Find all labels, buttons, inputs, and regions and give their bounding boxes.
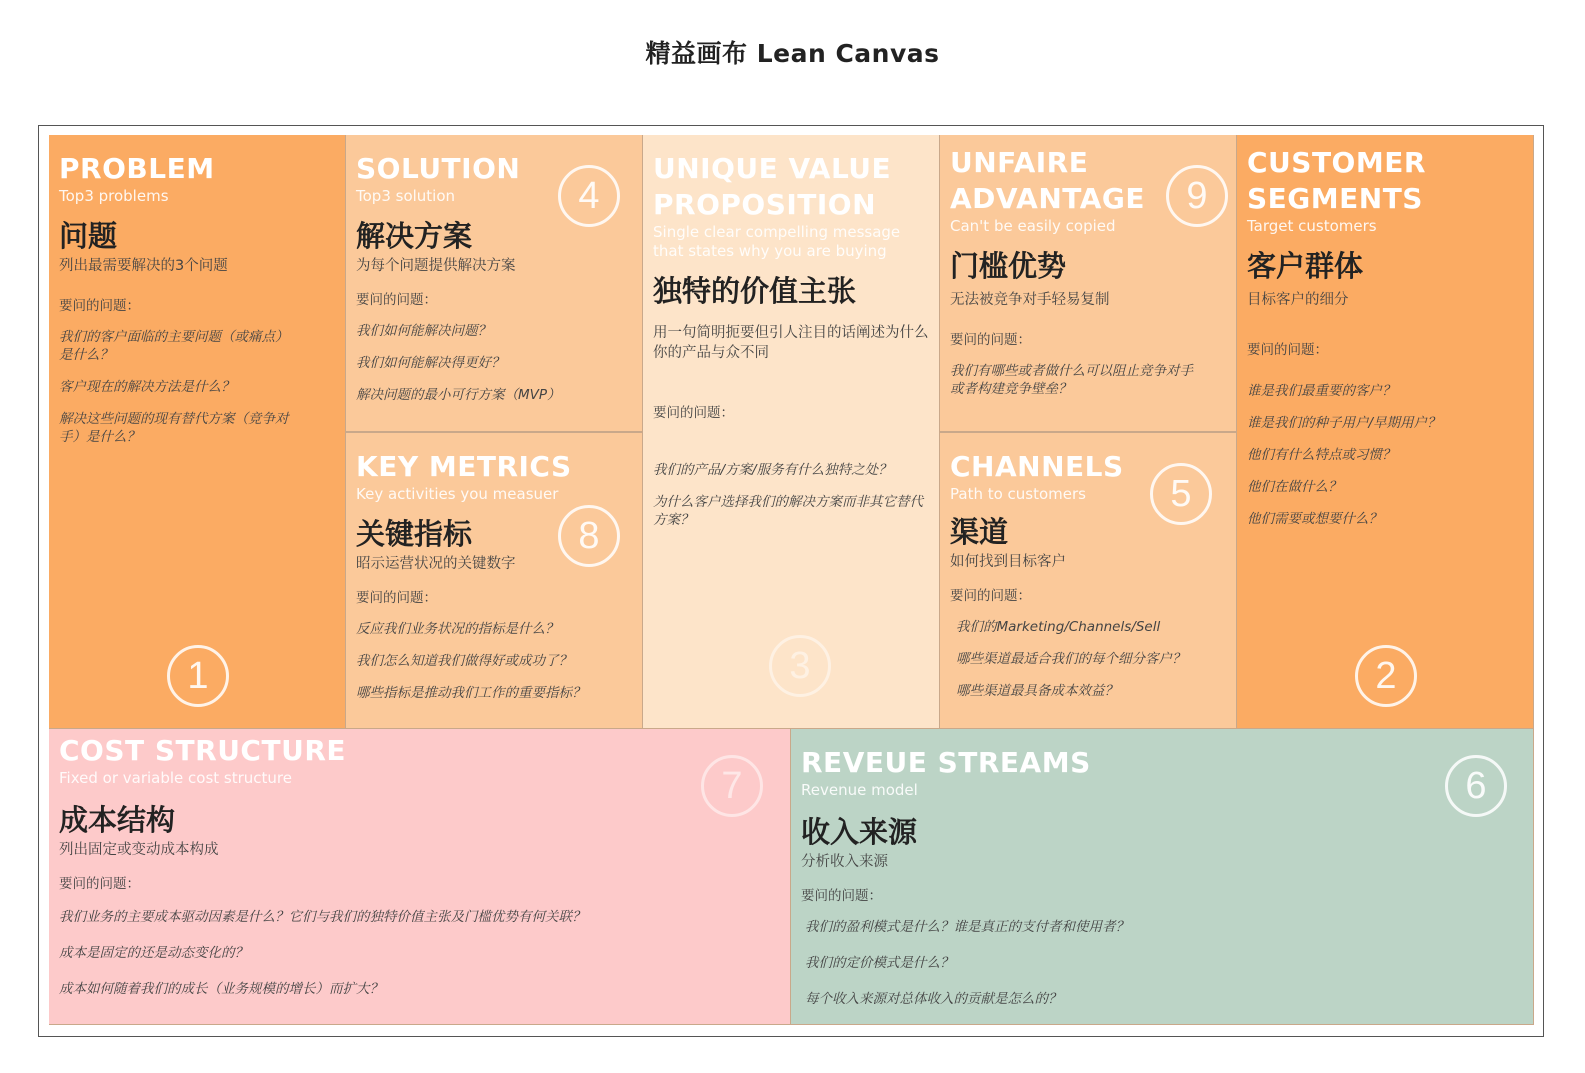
problem-number-badge: 1 [167,645,229,707]
cost-structure-title-en: COST STRUCTURE [59,734,346,767]
key-metrics-subtitle-cn: 昭示运营状况的关键数字 [356,556,516,572]
channels-question: 哪些渠道最具备成本效益？ [956,683,1118,699]
revenue-streams-question: 每个收入来源对总体收入的贡献是怎么的？ [805,991,1062,1007]
problem-subtitle-en: Top3 problems [59,187,169,205]
cost-structure-block [49,729,791,1025]
uvp-number-badge: 3 [769,635,831,697]
revenue-streams-subtitle-en: Revenue model [801,781,918,799]
channels-block [940,432,1237,729]
problem-question: 客户现在的解决方法是什么？ [59,379,235,395]
cost-structure-question: 我们业务的主要成本驱动因素是什么？它们与我们的独特价值主张及门槛优势有何关联？ [59,909,586,925]
problem-title-en: PROBLEM [59,152,215,185]
unfair-advantage-title-cn: 门槛优势 [950,249,1067,283]
uvp-title-cn: 独特的价值主张 [653,274,857,308]
channels-title-en: CHANNELS [950,450,1124,483]
key-metrics-subtitle-en: Key activities you measuer [356,485,559,503]
key-metrics-question: 我们怎么知道我们做得好或成功了？ [356,653,572,669]
uvp-question: 我们的产品/方案/服务有什么独特之处？ [653,462,892,478]
channels-subtitle-cn: 如何找到目标客户 [950,554,1066,570]
problem-question: 我们的客户面临的主要问题（或痛点）是什么？ [59,329,289,363]
cost-structure-question: 成本是固定的还是动态变化的？ [59,945,248,961]
solution-subtitle-en: Top3 solution [356,187,456,205]
customer-segments-question: 他们需要或想要什么？ [1247,511,1382,527]
unfair-advantage-ask-label: 要问的问题： [950,332,1031,348]
cost-structure-subtitle-cn: 列出固定或变动成本构成 [59,842,219,858]
channels-question: 哪些渠道最适合我们的每个细分客户？ [956,651,1186,667]
problem-block [49,135,346,729]
uvp-block [643,135,940,729]
solution-question: 我们如何能解决问题？ [356,323,491,339]
key-metrics-question: 哪些指标是推动我们工作的重要指标？ [356,685,586,701]
revenue-streams-question: 我们的盈利模式是什么？谁是真正的支付者和使用者？ [805,919,1129,935]
uvp-ask-label: 要问的问题： [653,405,734,421]
channels-question: 我们的Marketing/Channels/Sell [956,619,1161,635]
channels-title-cn: 渠道 [950,515,1009,549]
customer-segments-question: 谁是我们的种子用户/早期用户？ [1247,415,1441,431]
cost-structure-ask-label: 要问的问题： [59,876,140,892]
customer-segments-number-badge: 2 [1355,645,1417,707]
key-metrics-question: 反应我们业务状况的指标是什么？ [356,621,559,637]
channels-subtitle-en: Path to customers [950,485,1086,503]
customer-segments-question: 谁是我们最重要的客户？ [1247,383,1396,399]
customer-segments-question: 他们在做什么？ [1247,479,1342,495]
cost-structure-subtitle-en: Fixed or variable cost structure [59,769,292,787]
problem-subtitle-cn: 列出最需要解决的3个问题 [59,258,228,274]
customer-segments-subtitle-cn: 目标客户的细分 [1247,292,1349,308]
solution-question: 我们如何能解决得更好？ [356,355,505,371]
key-metrics-block [346,432,643,729]
page-title: 精益画布 Lean Canvas [645,39,940,68]
revenue-streams-number-badge: 6 [1445,755,1507,817]
revenue-streams-subtitle-cn: 分析收入来源 [801,854,888,870]
problem-question: 解决这些问题的现有替代方案（竞争对手）是什么？ [59,411,289,445]
customer-segments-subtitle-en: Target customers [1247,217,1377,235]
solution-title-cn: 解决方案 [356,219,473,253]
uvp-subtitle-en: Single clear compelling message that states why you are buying [653,223,901,260]
unfair-advantage-subtitle-cn: 无法被竞争对手轻易复制 [950,292,1110,308]
problem-ask-label: 要问的问题： [59,298,140,314]
channels-number-badge: 5 [1150,463,1212,525]
solution-question: 解决问题的最小可行方案（MVP） [356,387,561,403]
problem-title-cn: 问题 [59,219,118,253]
cost-structure-number-badge: 7 [701,755,763,817]
cost-structure-title-cn: 成本结构 [59,803,176,837]
key-metrics-title-en: KEY METRICS [356,450,572,483]
revenue-streams-block [791,729,1534,1025]
cost-structure-question: 成本如何随着我们的成长（业务规模的增长）而扩大？ [59,981,383,997]
revenue-streams-title-en: REVEUE STREAMS [801,746,1091,779]
revenue-streams-title-cn: 收入来源 [801,815,918,849]
key-metrics-title-cn: 关键指标 [356,517,473,551]
unfair-advantage-subtitle-en: Can't be easily copied [950,217,1116,235]
customer-segments-ask-label: 要问的问题： [1247,342,1328,358]
solution-number-badge: 4 [558,165,620,227]
unfair-advantage-number-badge: 9 [1166,165,1228,227]
key-metrics-number-badge: 8 [558,505,620,567]
key-metrics-ask-label: 要问的问题： [356,590,437,606]
revenue-streams-question: 我们的定价模式是什么？ [805,955,954,971]
solution-block [346,135,643,432]
solution-subtitle-cn: 为每个问题提供解决方案 [356,258,516,274]
solution-title-en: SOLUTION [356,152,521,185]
customer-segments-question: 他们有什么特点或习惯？ [1247,447,1396,463]
channels-ask-label: 要问的问题： [950,588,1031,604]
customer-segments-title-cn: 客户群体 [1247,249,1364,283]
unfair-advantage-title-en: UNFAIRE ADVANTAGE [950,146,1145,215]
uvp-subtitle-cn: 用一句简明扼要但引人注目的话阐述为什么你的产品与众不同 [653,325,929,361]
unfair-advantage-block [940,135,1237,432]
customer-segments-title-en: CUSTOMER SEGMENTS [1247,146,1426,215]
customer-segments-block [1237,135,1534,729]
solution-ask-label: 要问的问题： [356,292,437,308]
revenue-streams-ask-label: 要问的问题： [801,888,882,904]
uvp-title-en: UNIQUE VALUE PROPOSITION [653,152,892,221]
uvp-question: 为什么客户选择我们的解决方案而非其它替代方案？ [653,494,923,528]
unfair-advantage-question: 我们有哪些或者做什么可以阻止竞争对手或者构建竞争壁垒？ [950,363,1193,397]
